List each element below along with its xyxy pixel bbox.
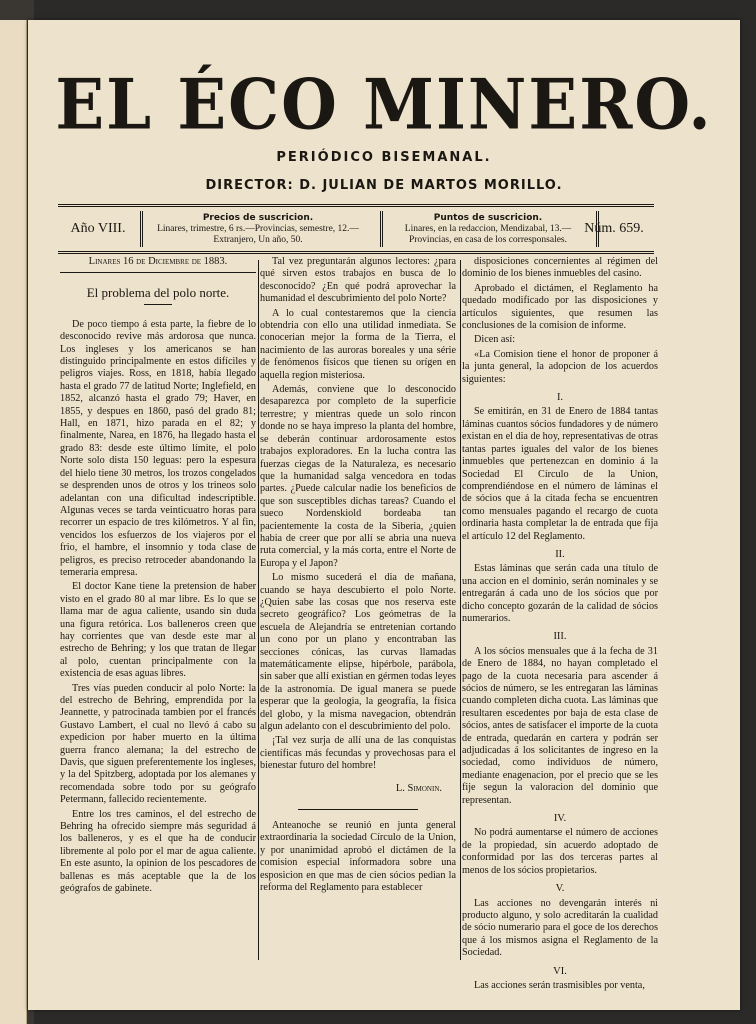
paragraph: disposiciones concernientes al régimen del dominio de los bienes inmuebles del casino. <box>462 256 658 280</box>
column-3 <box>462 256 658 994</box>
paragraph: No podrá aumentarse el número de acciones de la propiedad, sin acuerdo adoptado de conformidad por las dos terceras partes al menos de los sócios propietarios. <box>462 827 658 876</box>
paragraph: Tres vías pueden conducir al polo Norte: la del estrecho de Behring, emprendida por la Jeannette, y patrocinada tambien por el francés Gustavo Lambert, el cual no llevó á cabo su expedicion por haber muerto en la última guerra franco alemana; la del estrecho de Davis, que siguen preferentemente los ingleses, y la del Spitzberg, adoptada por los alemanes y recomendada sobre todo por su geógrafo Petermann, fallecido recientemente. <box>60 682 256 806</box>
title-rule <box>144 304 172 305</box>
paragraph: Las acciones no devengarán interés ni producto alguno, y solo acreditarán la cualidad de sócio numerario para el goce de los derechos que á los mismos asigna el Reglamento de la Sociedad. <box>462 897 658 959</box>
column-rule <box>258 260 259 960</box>
paragraph: A los sócios mensuales que á la fecha de 31 de Enero de 1884, no hayan completado el pago de la cuota necesaria para ascender á sócios de número, se les entregaran las láminas cuando completen dicha cuota. Las láminas que resultaren escedentes por baja de esta clase de sócios, antes de satisfacer el importe de la cuota de entrada, quedarán en cartera y podrán ser adjudicadas á los solicitantes de ingreso en la sociedad, como individuos de número, mediante enagenacion, por el precio que se les fije segun la valoracion del dominio que representan. <box>462 645 658 806</box>
previous-page-edge <box>0 20 27 1024</box>
subscription-points <box>388 207 588 251</box>
paragraph: Se emitirán, en 31 de Enero de 1884 tantas láminas cuantos sócios fundadores y de número existan en el dia de hoy, representativas de otras tantas partes iguales del valor de los bienes inmuebles que pertenezcan en dominio á la Sociedad El Círculo de la Union, comprendiéndose en el número de láminas el de sócios que á la citada fecha se encuentren como mensuales pagando el recargo de cuota ordinaria hasta completar la de entrada que fija el artículo 12 del Reglamento. <box>462 406 658 542</box>
dateline: Linares 16 de Diciembre de 1883. <box>60 256 256 273</box>
signature: L. Simonin. <box>395 782 442 794</box>
section-numeral: III. <box>553 631 567 643</box>
subscription-points-text: Linares, en la redaccion, Mendizabal, 13.—Provincias, en casa de los corresponsales. <box>404 223 572 245</box>
section-numeral: V. <box>555 883 565 895</box>
paragraph: Tal vez preguntarán algunos lectores: ¿para qué sirven estos trabajos en busca de lo desconocido? ¿En qué podrá aprovechar la humanidad el descubrimiento del polo Norte? <box>260 256 456 305</box>
section-numeral: II. <box>555 548 565 560</box>
paragraph: Estas láminas que serán cada una título de una accion en el dominio, serán nominales y se entregarán á cada uno de los sócios que por dicho concepto gozarán de la calidad de sócios numerarios. <box>462 563 658 624</box>
section-numeral: IV. <box>553 813 567 825</box>
column-rule <box>460 260 461 960</box>
separator-rule <box>298 809 418 810</box>
paragraph: Lo mismo sucederá el dia de mañana, cuando se haya descubierto el polo Norte. ¿Quien sabe las cosas que nos reserva este secreto geográfico? Los geómetras de la escuela de Alejandría se entretenian cortando un cono por un plano y encontraban las secciones cónicas, las curvas llamadas matemáticamente elipse, hipérbole, parábola, sin saber que allí existian en gérmen todas leyes de la astronomía. De igual manera se puede esperar que la geologia, la geografía, la física del globo, y la misma navegacion, obtendrán algun adelanto con el descubrimiento del polo. <box>260 572 456 733</box>
subscription-prices <box>142 207 374 251</box>
newspaper-page <box>28 20 740 1010</box>
section-numeral: I. <box>556 392 564 404</box>
paragraph: Además, conviene que lo desconocido desaparezca por completo de la superficie terrestre; y mientras quede un solo rincon donde no se haya impreso la planta del hombre, se deberán continuar ardorosamente estos trabajos exploradores. En la lucha contra las fuerzas ciegas de la Naturaleza, es necesario que la humanidad salga vencedora en todas partes. ¿Puede calcular nadie los beneficios de que son susceptibles dichas tareas? Cuando el sueco Nordenskiold bordeaba tan pacientemente la costa de la Siberia, ¿quien habia de creer que por allí se abria una nueva ruta comercial, y la más corta, entre el Norte de Europa y el Japon? <box>260 384 456 569</box>
columns <box>60 256 660 991</box>
paragraph: Las acciones serán trasmisibles por venta, <box>474 979 645 991</box>
subscription-prices-heading: Precios de suscricion. <box>202 212 314 223</box>
info-divider <box>380 211 383 247</box>
paragraph: Dicen así: <box>474 334 516 346</box>
masthead-title: EL ÉCO MINERO. <box>55 64 713 146</box>
subscription-prices-text: Linares, trimestre, 6 rs.—Provincias, semestre, 12.—Extranjero, Un año, 50. <box>157 223 359 245</box>
section-numeral: VI. <box>553 965 567 977</box>
paragraph: Anteanoche se reunió en junta general extraordinaria la sociedad Círculo de la Union, y por unanimidad aprobó el dictámen de la comision especial informadora sobre una esposicion en que mas de cien sócios pedian la reforma del Reglamento para establecer <box>260 820 456 894</box>
paragraph: De poco tiempo á esta parte, la fiebre de lo desconocido revive más ardorosa que nunca. Los ingleses y los americanos se han distinguido principalmente en estos difíciles y peligros viajes. Ross, en 1818, había llegado hasta el grado 77 de latitud Norte; Inglefield, en 1852, alcanzó hasta el grado 79; Haver, en 1855, y despues en 1860, pasó del grado 81; Hall, en 1871, hizo parada en el 82; y finalmente, Narea, en 1876, ha llegado hasta el grado 83: desde este último límite, el polo Norte solo dista 150 leguas: pero la espesura del hielo tiene 30 metros, los trozos congelados se desprenden unos de otros y los trineos solo adelantan con una dificultad indescriptible. Algunas veces se tarda veinticuatro horas para recorrer un espacio de tres kilómetros. Y al fin, vencidos los esfuerzos de los viajeros por el frio, el hambre, el insomnio y toda clase de peligros, es preciso retroceder abandonando la temeraria empresa. <box>60 318 256 578</box>
article-title: El problema del polo norte. <box>86 285 230 301</box>
column-1 <box>60 256 256 898</box>
paragraph: A lo cual contestaremos que la ciencia obtendria con ello una utilidad inmediata. Se conocerian mejor la forma de la Tierra, el nacimiento de las auroras boreales y una série de fenómenos físicos que tienen su orígen en aquella region misteriosa. <box>260 307 456 381</box>
subscription-points-heading: Puntos de suscricion. <box>433 212 543 223</box>
column-2 <box>260 256 456 897</box>
issue-number: Núm. 659. <box>584 221 644 236</box>
paragraph: Entre los tres caminos, el del estrecho de Behring ha ofrecido siempre más seguridad á los balleneros, y es el que ha de conducir libremente al polo por el mar de agua caliente. En este asunto, la opinion de los pescadores de ballenas es más aceptable que la de los geógrafos de gabinete. <box>60 808 256 895</box>
info-bar <box>58 204 654 254</box>
masthead-director: DIRECTOR: D. JULIAN DE MARTOS MORILLO. <box>205 178 563 193</box>
year-label: Año VIII. <box>70 221 126 236</box>
paragraph: El doctor Kane tiene la pretension de haber visto en el grado 80 al mar libre. Es lo que se llama mar de agua caliente, usando sin duda una figura retórica. Los balleneros creen que hay corrientes que van desde este mar al estrecho de Behring; y los que tratan de llegar al polo, cuentan principalmente con la existencia de esas aguas libres. <box>60 581 256 680</box>
paragraph: ¡Tal vez surja de allí una de las conquistas científicas más fecundas y provechosas para el bienestar futuro del hombre! <box>260 735 456 772</box>
paragraph: Aprobado el dictámen, el Reglamento ha quedado modificado por las disposiciones y artículos siguientes, que resumen las conclusiones de la comision de informe. <box>462 282 658 332</box>
paragraph: «La Comision tiene el honor de proponer á la junta general, la adopcion de los acuerdos siguientes: <box>462 348 658 385</box>
masthead-subtitle: PERIÓDICO BISEMANAL. <box>276 150 492 165</box>
